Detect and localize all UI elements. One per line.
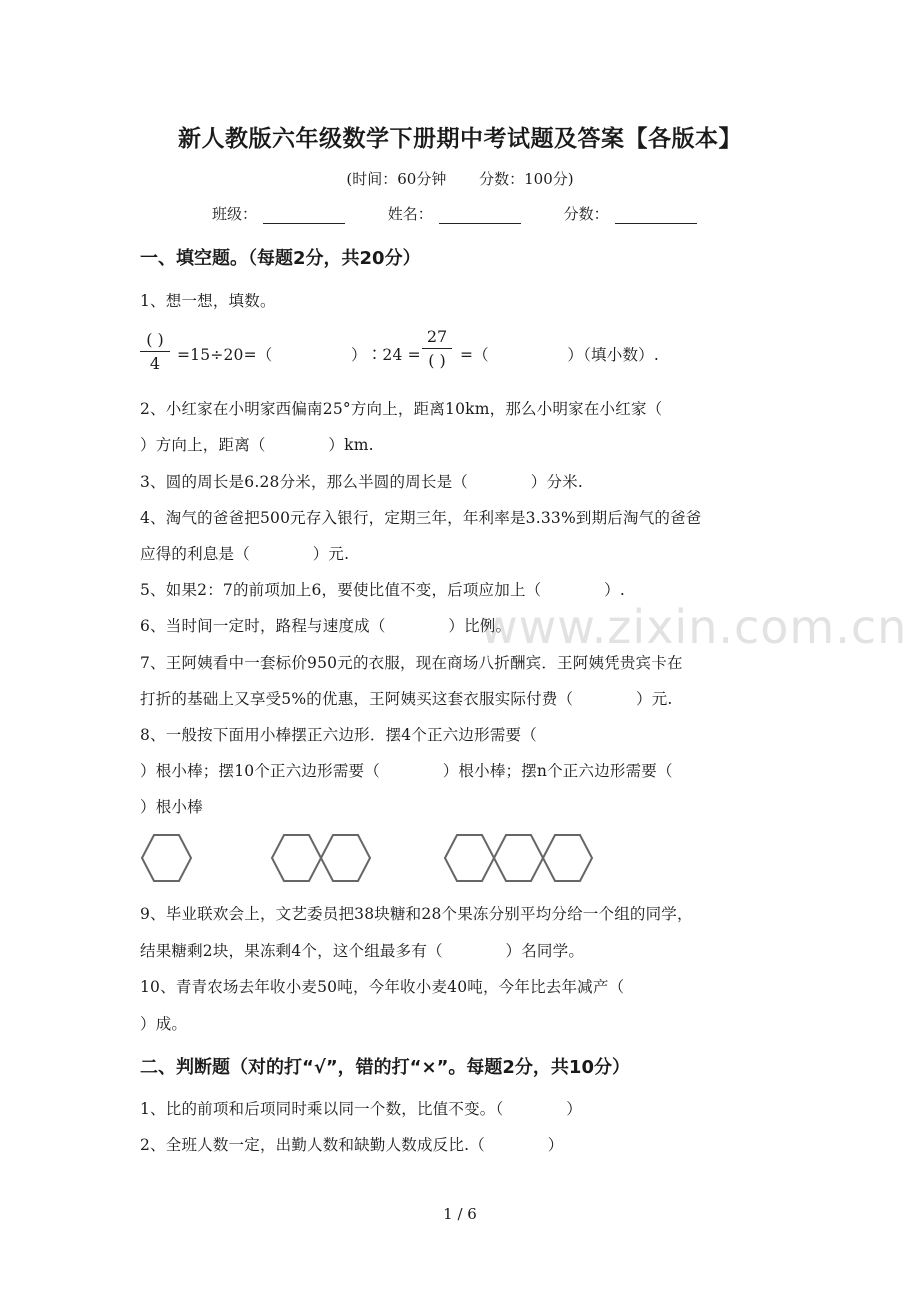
hexagon-figures (130, 822, 610, 894)
q9-line-1: 9、毕业联欢会上，文艺委员把38块糖和28个果冻分别平均分给一个组的同学， (140, 905, 693, 923)
class-blank (263, 207, 345, 224)
exam-time: (时间：60分钟 (346, 170, 447, 188)
q7-line-1: 7、王阿姨看中一套标价950元的衣服，现在商场八折酬宾．王阿姨凭贵宾卡在 (140, 654, 683, 672)
q5-text: 5、如果2：7的前项加上6，要使比值不变，后项应加上（ ）. (140, 581, 625, 599)
q8-line-3: ）根小棒 (140, 798, 203, 816)
section-2-heading: 二、判断题（对的打“√”，错的打“×”。每题2分，共10分） (140, 1057, 630, 1078)
page-number: 1 / 6 (443, 1205, 477, 1223)
watermark: www.zixin.com.cn (480, 600, 908, 654)
fraction-bar (422, 348, 452, 349)
q2-line-2: ）方向上，距离（ ）km. (140, 436, 374, 454)
page-title: 新人教版六年级数学下册期中考试题及答案【各版本】 (178, 126, 742, 152)
q4-line-1: 4、淘气的爸爸把500元存入银行，定期三年，年利率是3.33%到期后淘气的爸爸 (140, 509, 702, 527)
q1-text: 1、想一想，填数。 (140, 292, 276, 310)
q9-line-2: 结果糖剩2块，果冻剩4个，这个组最多有（ ）名同学。 (140, 942, 585, 960)
fraction-numerator: 27 (426, 327, 448, 346)
hexagon-single (142, 835, 191, 881)
q8-line-2: ）根小棒；摆10个正六边形需要（ ）根小棒；摆n个正六边形需要（ (140, 762, 673, 780)
q1-equation-tail: =（ ）（填小数）. (460, 346, 659, 364)
fraction-numerator: ( ) (146, 330, 164, 349)
q1-fraction-2 (422, 327, 452, 370)
hexagon-triple-2 (494, 835, 543, 881)
hexagon-pair-1 (272, 835, 321, 881)
fraction-denominator: ( ) (428, 351, 446, 370)
hexagon-triple-1 (445, 835, 494, 881)
name-blank (439, 207, 521, 224)
q3-text: 3、圆的周长是6.28分米，那么半圆的周长是（ ）分米. (140, 473, 584, 491)
q1-equation-middle: =15÷20=（ ）∶24 = (177, 346, 421, 364)
q4-line-2: 应得的利息是（ ）元. (140, 545, 350, 563)
name-label: 姓名： (387, 205, 433, 223)
q8-line-1: 8、一般按下面用小棒摆正六边形．摆4个正六边形需要（ (140, 726, 537, 744)
student-info-fields (212, 203, 735, 224)
q10-line-2: ）成。 (140, 1015, 188, 1033)
score-blank (615, 207, 697, 224)
fraction-bar (140, 351, 170, 352)
q2-line-1: 2、小红家在小明家西偏南25°方向上，距离10km，那么小明家在小红家（ (140, 400, 663, 418)
fraction-denominator: 4 (149, 354, 161, 373)
name-field (388, 203, 521, 224)
hexagon-triple-3 (543, 835, 592, 881)
judge-q1-text: 1、比的前项和后项同时乘以同一个数，比值不变。（ ） (140, 1100, 582, 1118)
score-field (564, 203, 697, 224)
q7-line-2: 打折的基础上又享受5%的优惠，王阿姨买这套衣服实际付费（ ）元. (140, 690, 673, 708)
score-label: 分数： (563, 205, 609, 223)
hexagon-pair-2 (321, 835, 370, 881)
section-1-heading: 一、填空题。（每题2分，共20分） (140, 248, 421, 269)
class-field (212, 203, 345, 224)
q10-line-1: 10、青青农场去年收小麦50吨，今年收小麦40吨，今年比去年减产（ (140, 978, 625, 996)
class-label: 班级： (212, 205, 258, 223)
q1-fraction-1 (140, 330, 170, 373)
judge-q2-text: 2、全班人数一定，出勤人数和缺勤人数成反比.（ ） (140, 1136, 564, 1154)
q6-text: 6、当时间一定时，路程与速度成（ ）比例。 (140, 617, 512, 635)
exam-meta (0, 168, 920, 189)
exam-total-score: 分数：100分) (479, 170, 574, 188)
